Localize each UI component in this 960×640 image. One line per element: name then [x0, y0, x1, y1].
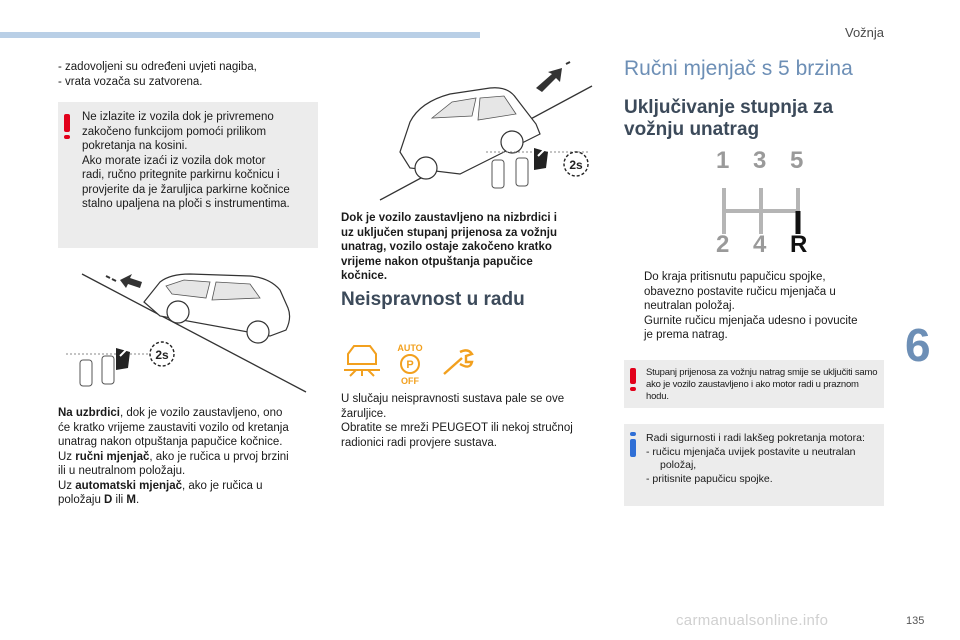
text-span: , ako je ručica u prvoj brzini: [149, 450, 289, 463]
warning-box: [58, 102, 318, 248]
svg-text:AUTO: AUTO: [397, 343, 423, 353]
warning-box: [624, 360, 884, 408]
svg-text:P: P: [406, 359, 414, 371]
text-line: zakočeno funkcijom pomoći prilikom: [82, 125, 267, 138]
list-item: [624, 314, 884, 343]
text-line: pokretanja na kosini.: [82, 140, 188, 152]
reverse-steps: [624, 270, 884, 343]
page-number: 135: [906, 615, 925, 627]
watermark: carmanualsonline.info: [676, 612, 829, 629]
conditions-list: [58, 60, 318, 89]
gear-2-label: 2: [716, 231, 730, 258]
text-line: Uključivanje stupnja za: [624, 97, 834, 118]
text-line: uz uključen stupanj prijenosa za vožnju: [341, 226, 557, 239]
bold-term: D: [104, 494, 113, 506]
motion-arrow-icon: [106, 274, 142, 288]
text-line: unatrag nakon otpuštanja papučice kočnice.: [58, 436, 283, 448]
text-line: vrijeme nakon otpuštanja papučice: [341, 255, 533, 268]
page-title: Ručni mjenjač s 5 brzina: [624, 57, 853, 80]
list-item: - vrata vozača su zatvorena.: [58, 75, 203, 88]
gear-5-label: 5: [790, 147, 804, 174]
text-line: radi, ručno pritegnite parkirnu kočnicu i: [82, 169, 280, 181]
info-icon-dot: [630, 432, 636, 436]
text-line: žaruljice.: [341, 407, 387, 420]
info-text: [646, 432, 882, 486]
fault-description: [341, 392, 603, 450]
text-line: Radi sigurnosti i radi lakšeg pokretanja motora:: [646, 432, 865, 444]
downhill-car-illustration: [340, 62, 602, 202]
text-span: .: [136, 494, 140, 506]
reverse-heading: [624, 97, 884, 141]
text-line: Do kraja pritisnutu papučicu spojke,: [644, 271, 826, 283]
text-line: će kratko vrijeme zaustaviti vozilo od kretanja: [58, 421, 289, 434]
text-line: vožnju unatrag: [624, 119, 760, 140]
warning-text: [82, 110, 310, 212]
svg-text:2s: 2s: [155, 348, 169, 362]
warning-icon: [630, 368, 636, 384]
gear-3-label: 3: [753, 147, 767, 174]
text-line: U slučaju neispravnosti sustava pale se ove: [341, 393, 565, 405]
text-span: , dok je vozilo zaustavljeno, ono: [119, 407, 283, 419]
motion-arrow-icon: [536, 62, 570, 92]
list-item: - zadovoljeni su određeni uvjeti nagiba,: [58, 61, 257, 73]
text-span: Uz: [58, 450, 76, 463]
text-line: Ako morate izaći iz vozila dok motor: [82, 154, 266, 167]
text-line: radionici radi provjere sustava.: [341, 436, 497, 449]
text-span: , ako je ručica u: [181, 479, 263, 492]
text-line: kočnice.: [341, 270, 388, 282]
bold-term: automatski mjenjač: [75, 479, 182, 492]
wrench-icon: [444, 350, 472, 374]
text-line: ili u neutralnom položaju.: [58, 465, 186, 477]
warning-icon-dot: [630, 387, 636, 391]
list-item: [624, 270, 884, 314]
text-span: položaju: [58, 494, 105, 506]
warning-text: [646, 367, 882, 403]
list-item: - ručicu mjenjača uvijek postavite u neutralan položaj,: [646, 445, 856, 471]
text-line: Obratite se mreži PEUGEOT ili nekoj stručnoj: [341, 422, 573, 434]
badge-2s: [150, 342, 174, 366]
text-line: Dok je vozilo zaustavljeno na nizbrdici i: [341, 212, 557, 224]
text-line: stalno upaljena na ploči s instrumentima.: [82, 198, 290, 210]
gear-1-label: 1: [716, 147, 730, 174]
section-title: Vožnja: [845, 25, 885, 40]
svg-text:OFF: OFF: [401, 376, 419, 386]
bold-term: M: [126, 494, 137, 506]
text-line: je prema natrag.: [644, 329, 728, 341]
text-line: provjerite da je žaruljica parkirne kočnice: [82, 183, 290, 196]
text-line: neutralan položaj.: [644, 300, 735, 312]
downhill-note: [341, 211, 601, 284]
text-line: Gurnite ručicu mjenjača udesno i povucite: [644, 314, 858, 327]
svg-text:2s: 2s: [569, 158, 583, 172]
header-bar: [0, 32, 480, 38]
bold-term: ručni mjenjač: [75, 450, 150, 463]
gear-4-label: 4: [753, 231, 767, 258]
text-line: obavezno postavite ručicu mjenjača u: [644, 285, 836, 298]
uphill-description: [58, 406, 323, 508]
text-span: Uz: [58, 479, 76, 492]
info-box: [624, 424, 884, 506]
car-icon: [144, 274, 290, 343]
warning-lamps: [340, 340, 480, 386]
chapter-number: 6: [905, 319, 931, 371]
text-line: unatrag, vozilo ostaje zakočeno kratko: [341, 241, 552, 253]
warning-icon-dot: [64, 135, 70, 139]
badge-2s: [564, 152, 588, 176]
text-span: ili: [112, 494, 127, 506]
gear-r-label: R: [790, 231, 808, 258]
list-item: - pritisnite papučicu spojke.: [646, 472, 773, 485]
service-car-lamp-icon: [344, 346, 380, 376]
text-line: Ne izlazite iz vozila dok je privremeno: [82, 111, 274, 123]
warning-icon: [64, 114, 70, 132]
bold-term: Na uzbrdici: [58, 407, 120, 419]
uphill-car-illustration: [60, 260, 322, 396]
auto-p-off-lamp-icon: [397, 343, 422, 386]
text-line: ako je vozilo zaustavljeno i ako motor radi u praznom hodu.: [646, 379, 859, 402]
info-icon: [630, 439, 636, 457]
text-line: Stupanj prijenosa za vožnju natrag smije se uključiti samo: [646, 367, 878, 378]
gear-pattern-diagram: [714, 147, 814, 264]
fault-heading: Neispravnost u radu: [341, 289, 525, 310]
